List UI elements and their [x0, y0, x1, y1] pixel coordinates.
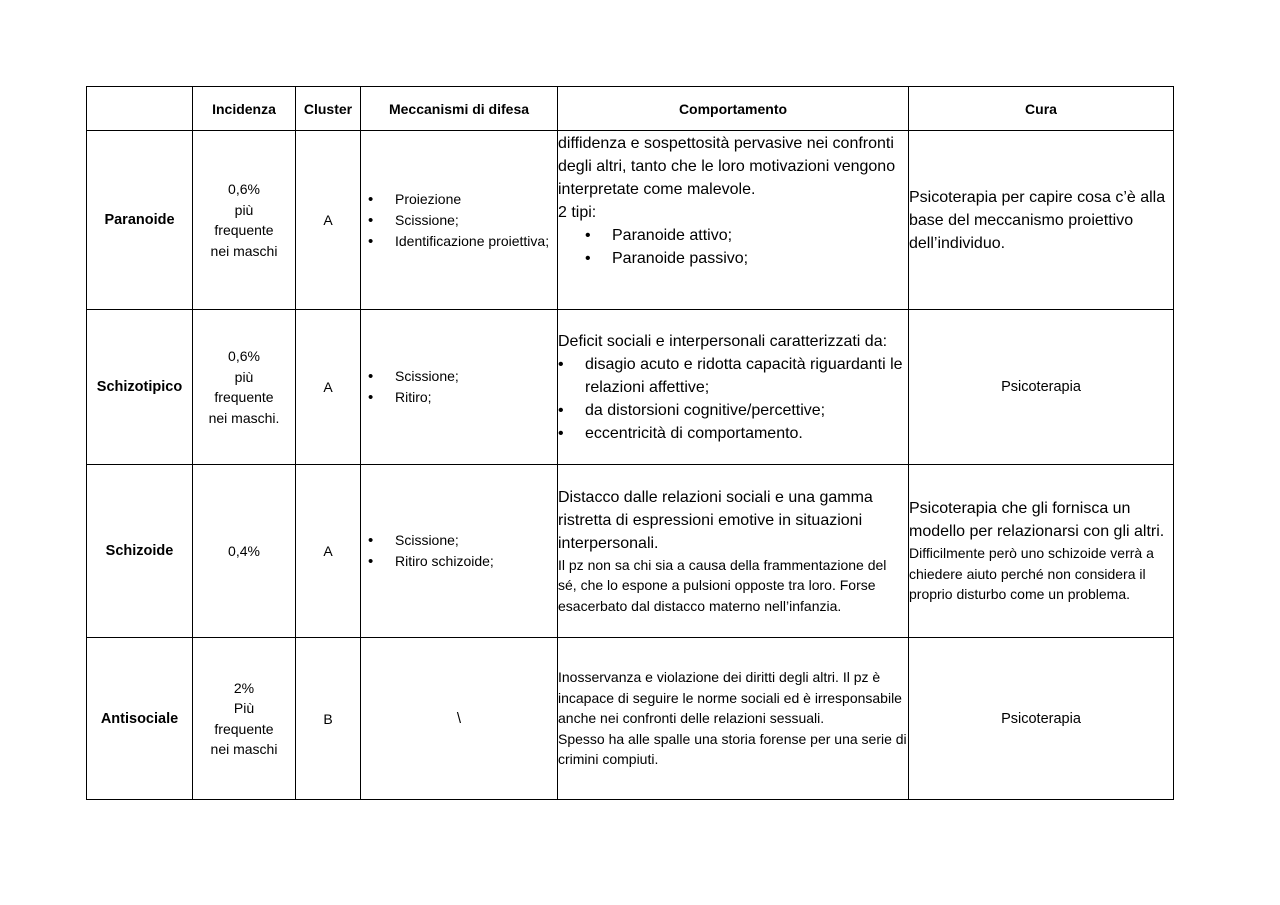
list-item: • Scissione; [395, 210, 557, 231]
incidence-line: frequente [214, 389, 274, 405]
cluster-cell: A [296, 131, 361, 310]
mechanisms-cell [361, 310, 558, 465]
mechanisms-cell [361, 465, 558, 638]
behavior-cell [558, 465, 909, 638]
incidence-line: 0,6% [228, 181, 260, 197]
incidence-line: nei maschi [210, 242, 278, 259]
incidence-cell [193, 131, 296, 310]
behavior-text: Distacco dalle relazioni sociali e una gamma ristretta di espressioni emotive in situazioni interpersonali. [558, 488, 873, 552]
list-item: • Paranoide attivo; [612, 224, 908, 247]
incidence-line: più [234, 201, 254, 218]
cluster-cell: B [296, 638, 361, 800]
cluster-cell: A [296, 465, 361, 638]
list-item: • Ritiro schizoide; [395, 551, 557, 572]
incidence-cell [193, 638, 296, 800]
cure-text: Psicoterapia per capire cosa c’è alla base del meccanismo proiettivo dell’individuo. [909, 188, 1166, 252]
behavior-text: Deficit sociali e interpersonali caratterizzati da: [558, 332, 888, 350]
mechanisms-cell [361, 131, 558, 310]
behavior-cell [558, 310, 909, 465]
mechanisms-list [361, 530, 557, 572]
cure-note: Difficilmente però uno schizoide verrà a chiedere aiuto perché non considera il proprio disturbo come un problema. [909, 545, 1154, 603]
header-empty [87, 87, 193, 131]
behavior-cell [558, 131, 909, 310]
incidence-line: 0,6% [228, 348, 260, 364]
header-meccanismi: Meccanismi di difesa [361, 87, 558, 131]
list-item: • eccentricità di comportamento. [585, 422, 908, 445]
header-comportamento: Comportamento [558, 87, 909, 131]
list-item: • disagio acuto e ridotta capacità riguardanti le relazioni affettive; [585, 353, 908, 399]
header-incidenza: Incidenza [193, 87, 296, 131]
cure-cell [909, 310, 1174, 465]
cure-cell [909, 465, 1174, 638]
behavior-cell [558, 638, 909, 800]
incidence-cell [193, 465, 296, 638]
header-row [87, 87, 1174, 131]
table-row [87, 310, 1174, 465]
table-row [87, 465, 1174, 638]
mechanisms-list [361, 189, 557, 252]
incidence-cell [193, 310, 296, 465]
personality-disorders-table [86, 86, 1174, 800]
cure-cell [909, 638, 1174, 800]
list-item: • Ritiro; [395, 387, 557, 408]
behavior-note: Spesso ha alle spalle una storia forense per una serie di crimini compiuti. [558, 730, 907, 768]
mechanisms-list [361, 366, 557, 408]
incidence-line: frequente [214, 720, 274, 737]
list-item: • da distorsioni cognitive/percettive; [585, 399, 908, 422]
table-row [87, 638, 1174, 800]
incidence-line: Più [233, 700, 255, 716]
mechanisms-cell: \ [361, 638, 558, 800]
behavior-text: Inosservanza e violazione dei diritti degli altri. Il pz è incapace di seguire le norme sociali ed è irresponsabile anche nei confronti delle relazioni sessuali. [558, 669, 902, 727]
incidence-line: nei maschi. [208, 409, 280, 426]
list-item: • Paranoide passivo; [612, 247, 908, 270]
incidence-line: nei maschi [210, 741, 278, 757]
behavior-list [558, 353, 908, 445]
incidence-line: 0,4% [228, 542, 260, 559]
disorder-name: Antisociale [87, 638, 193, 800]
disorder-name: Paranoide [87, 131, 193, 310]
disorder-name: Schizotipico [87, 310, 193, 465]
table-row [87, 131, 1174, 310]
cure-text: Psicoterapia [1001, 379, 1081, 395]
list-item: • Identificazione proiettiva; [395, 231, 557, 252]
incidence-line: più [234, 368, 254, 385]
cure-text: Psicoterapia che gli fornisca un modello per relazionarsi con gli altri. [909, 500, 1165, 541]
incidence-line: frequente [214, 222, 274, 238]
behavior-list [558, 224, 908, 270]
list-item: • Scissione; [395, 530, 557, 551]
behavior-text: 2 tipi: [558, 204, 597, 221]
cluster-cell: A [296, 310, 361, 465]
header-cluster: Cluster [296, 87, 361, 131]
behavior-note: Il pz non sa chi sia a causa della frammentazione del sé, che lo espone a pulsioni opposte tra loro. Forse esacerbato dal distacco materno nell’infanzia. [558, 556, 887, 614]
header-cura: Cura [909, 87, 1174, 131]
behavior-text: diffidenza e sospettosità pervasive nei confronti degli altri, tanto che le loro motivazioni vengono interpretate come malevole. [558, 135, 896, 198]
list-item: • Proiezione [395, 189, 557, 210]
disorder-name: Schizoide [87, 465, 193, 638]
cure-text: Psicoterapia [1001, 710, 1081, 727]
incidence-line: 2% [233, 679, 255, 696]
list-item: • Scissione; [395, 366, 557, 387]
cure-cell [909, 131, 1174, 310]
